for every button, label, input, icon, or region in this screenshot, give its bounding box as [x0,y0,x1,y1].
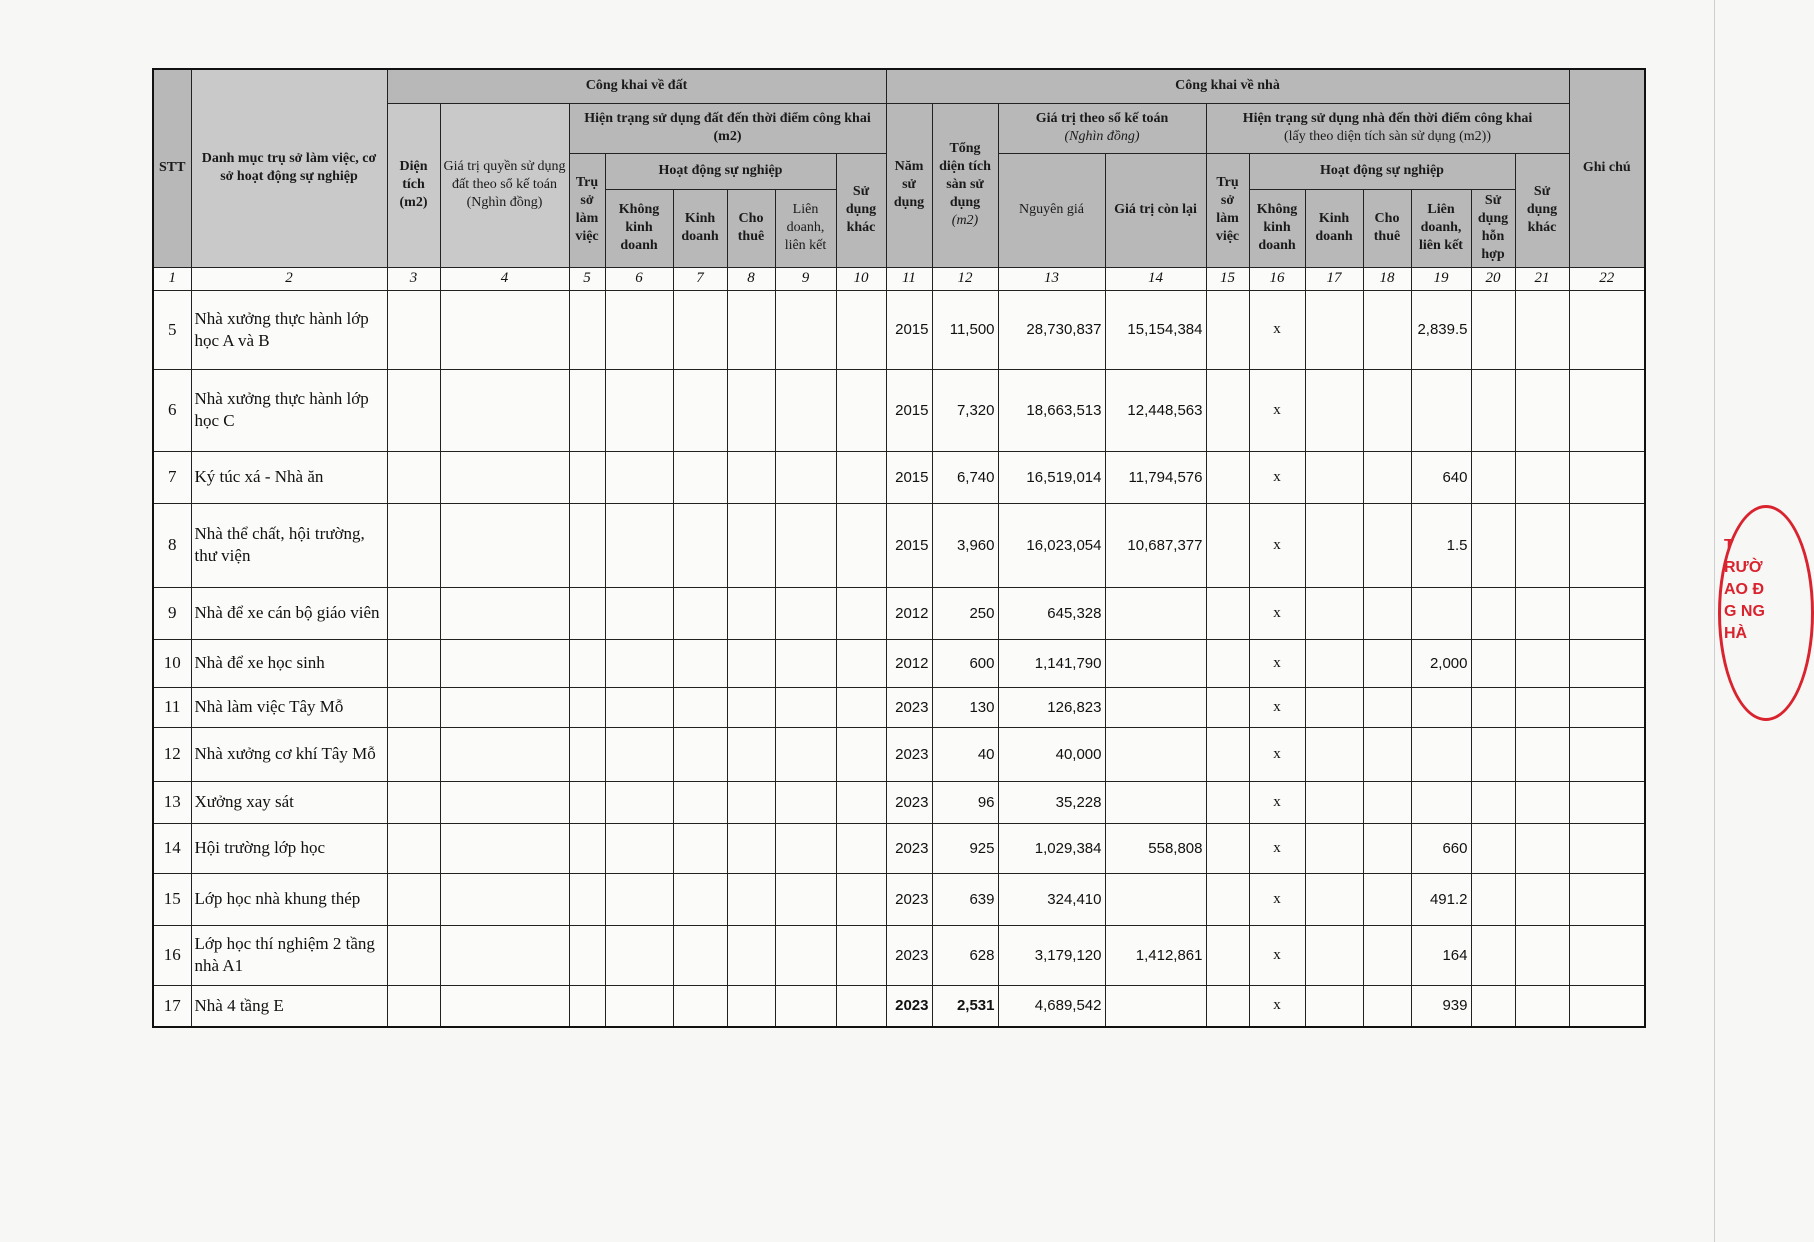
header-su-dung-khac: Sử dụng khác [836,153,886,267]
table-row [153,985,1645,1027]
row-area: 6,740 [932,451,998,503]
table-row [153,687,1645,727]
red-seal-stamp [1718,505,1778,715]
row-area: 2,531 [932,985,998,1027]
header-danh-muc: Danh mục trụ sở làm việc, cơ sở hoạt động sự nghiệp [191,69,387,267]
header-cong-khai-nha: Công khai về nhà [886,69,1569,103]
row-con-lai [1105,587,1206,639]
row-nguyen-gia: 1,141,790 [998,639,1105,687]
row-lien-doanh [1411,587,1471,639]
row-lien-doanh: 491.2 [1411,873,1471,925]
row-nguyen-gia: 28,730,837 [998,290,1105,369]
row-lien-doanh: 2,839.5 [1411,290,1471,369]
row-stt: 12 [153,727,191,781]
header-hien-trang-dat: Hiện trạng sử dụng đất đến thời điểm công khai (m2) [569,103,886,153]
header-lien-doanh: Liên doanh, liên kết [775,189,836,267]
row-name: Nhà xưởng thực hành lớp học C [191,369,387,451]
row-nguyen-gia: 645,328 [998,587,1105,639]
stamp-line: T [1724,537,1734,554]
row-area: 130 [932,687,998,727]
header-gia-tri-so-ke-toan [998,103,1206,153]
row-nguyen-gia: 18,663,513 [998,369,1105,451]
table-row [153,823,1645,873]
row-nguyen-gia: 3,179,120 [998,925,1105,985]
col-index: 8 [727,267,775,290]
col-index: 20 [1471,267,1515,290]
row-con-lai: 10,687,377 [1105,503,1206,587]
row-name: Ký túc xá - Nhà ăn [191,451,387,503]
table-row [153,639,1645,687]
header-gia-tri-so-ke-toan-label: Giá trị theo sổ kế toán [1035,111,1169,126]
col-index: 12 [932,267,998,290]
column-index-row [153,267,1645,290]
header-hoat-dong-nha: Hoạt động sự nghiệp [1249,153,1515,189]
row-year: 2023 [886,985,932,1027]
col-index: 19 [1411,267,1471,290]
stamp-line: HÀ [1724,625,1748,642]
header-gia-tri-con-lai: Giá trị còn lại [1105,153,1206,267]
row-area: 600 [932,639,998,687]
row-lien-doanh [1411,687,1471,727]
row-year: 2012 [886,587,932,639]
row-khong-kinh-doanh: x [1249,290,1305,369]
col-index: 9 [775,267,836,290]
row-area: 96 [932,781,998,823]
header-kinh-doanh-nha: Kinh doanh [1305,189,1363,267]
row-con-lai [1105,687,1206,727]
row-lien-doanh: 164 [1411,925,1471,985]
row-year: 2015 [886,451,932,503]
row-stt: 17 [153,985,191,1027]
col-index: 14 [1105,267,1206,290]
row-con-lai [1105,873,1206,925]
row-name: Nhà xưởng thực hành lớp học A và B [191,290,387,369]
row-con-lai: 12,448,563 [1105,369,1206,451]
row-khong-kinh-doanh: x [1249,781,1305,823]
header-cong-khai-dat: Công khai về đất [387,69,886,103]
stamp-line: G NG [1724,603,1765,620]
row-khong-kinh-doanh: x [1249,587,1305,639]
row-stt: 7 [153,451,191,503]
row-area: 250 [932,587,998,639]
row-con-lai: 1,412,861 [1105,925,1206,985]
table-row [153,290,1645,369]
header-khong-kinh-doanh: Không kinh doanh [605,189,673,267]
asset-disclosure-sheet [152,68,1646,1028]
row-con-lai [1105,781,1206,823]
header-nguyen-gia: Nguyên giá [998,153,1105,267]
row-khong-kinh-doanh: x [1249,823,1305,873]
header-hien-trang-nha-label: Hiện trạng sử dụng nhà đến thời điểm công khai [1242,111,1533,126]
row-nguyen-gia: 35,228 [998,781,1105,823]
table-row [153,727,1645,781]
row-lien-doanh: 939 [1411,985,1471,1027]
row-stt: 13 [153,781,191,823]
header-tru-so-nha: Trụ sở làm việc [1206,153,1249,267]
header-hien-trang-nha [1206,103,1569,153]
row-lien-doanh: 2,000 [1411,639,1471,687]
col-index: 6 [605,267,673,290]
row-nguyen-gia: 16,519,014 [998,451,1105,503]
col-index: 2 [191,267,387,290]
col-index: 17 [1305,267,1363,290]
row-name: Lớp học thí nghiệm 2 tầng nhà A1 [191,925,387,985]
row-stt: 16 [153,925,191,985]
row-stt: 5 [153,290,191,369]
header-ghi-chu: Ghi chú [1569,69,1645,267]
row-year: 2015 [886,369,932,451]
col-index: 15 [1206,267,1249,290]
row-con-lai: 11,794,576 [1105,451,1206,503]
row-name: Xưởng xay sát [191,781,387,823]
row-nguyen-gia: 4,689,542 [998,985,1105,1027]
header-gia-tri-so-ke-toan-unit: (Nghìn đồng) [1064,129,1140,144]
row-stt: 10 [153,639,191,687]
row-lien-doanh: 660 [1411,823,1471,873]
header-hien-trang-nha-note: (lấy theo diện tích sàn sử dụng (m2)) [1283,129,1492,144]
row-lien-doanh [1411,369,1471,451]
row-name: Nhà làm việc Tây Mỗ [191,687,387,727]
row-year: 2012 [886,639,932,687]
row-name: Nhà xưởng cơ khí Tây Mỗ [191,727,387,781]
row-nguyen-gia: 126,823 [998,687,1105,727]
row-khong-kinh-doanh: x [1249,925,1305,985]
table-row [153,587,1645,639]
col-index: 11 [886,267,932,290]
row-area: 40 [932,727,998,781]
row-name: Hội trường lớp học [191,823,387,873]
row-khong-kinh-doanh: x [1249,369,1305,451]
row-stt: 6 [153,369,191,451]
table-row [153,781,1645,823]
stamp-line: RƯỜ [1724,559,1763,576]
header-khong-kinh-doanh-nha: Không kinh doanh [1249,189,1305,267]
header-gia-tri-quyen-unit: (Nghìn đồng) [466,195,543,210]
page-edge-line [1714,0,1715,1242]
row-lien-doanh [1411,727,1471,781]
header-lien-doanh-nha: Liên doanh, liên kết [1411,189,1471,267]
row-area: 7,320 [932,369,998,451]
header-hoat-dong: Hoạt động sự nghiệp [605,153,836,189]
row-khong-kinh-doanh: x [1249,503,1305,587]
header-nam-su-dung: Năm sử dụng [886,103,932,267]
stamp-line: AO Đ [1724,581,1764,598]
row-year: 2023 [886,781,932,823]
table-row [153,451,1645,503]
row-name: Nhà để xe cán bộ giáo viên [191,587,387,639]
row-year: 2023 [886,823,932,873]
header-su-dung-khac-nha: Sử dụng khác [1515,153,1569,267]
row-stt: 8 [153,503,191,587]
row-con-lai: 558,808 [1105,823,1206,873]
row-con-lai [1105,727,1206,781]
row-con-lai [1105,985,1206,1027]
table-row [153,503,1645,587]
row-nguyen-gia: 16,023,054 [998,503,1105,587]
col-index: 13 [998,267,1105,290]
row-nguyen-gia: 324,410 [998,873,1105,925]
col-index: 18 [1363,267,1411,290]
header-cho-thue-nha: Cho thuê [1363,189,1411,267]
col-index: 7 [673,267,727,290]
col-index: 16 [1249,267,1305,290]
row-con-lai: 15,154,384 [1105,290,1206,369]
table-row [153,369,1645,451]
row-year: 2023 [886,727,932,781]
col-index: 21 [1515,267,1569,290]
header-su-dung-hon-hop: Sử dụng hỗn hợp [1471,189,1515,267]
row-stt: 14 [153,823,191,873]
row-nguyen-gia: 40,000 [998,727,1105,781]
row-stt: 11 [153,687,191,727]
col-index: 1 [153,267,191,290]
row-name: Nhà thể chất, hội trường, thư viện [191,503,387,587]
row-lien-doanh [1411,781,1471,823]
col-index: 22 [1569,267,1645,290]
row-area: 639 [932,873,998,925]
header-gia-tri-quyen-label: Giá trị quyền sử dụng đất theo sổ kế toán [443,159,566,192]
row-area: 3,960 [932,503,998,587]
row-khong-kinh-doanh: x [1249,985,1305,1027]
row-year: 2023 [886,873,932,925]
row-khong-kinh-doanh: x [1249,727,1305,781]
row-name: Nhà 4 tầng E [191,985,387,1027]
row-area: 628 [932,925,998,985]
row-name: Lớp học nhà khung thép [191,873,387,925]
header-tong-dien-tich-unit: (m2) [951,213,979,228]
header-tru-so: Trụ sở làm việc [569,153,605,267]
col-index: 5 [569,267,605,290]
header-cho-thue: Cho thuê [727,189,775,267]
header-tong-dien-tich-label: Tổng diện tích sàn sử dụng [939,141,991,210]
row-stt: 9 [153,587,191,639]
col-index: 10 [836,267,886,290]
table-row [153,873,1645,925]
header-gia-tri-quyen [440,103,569,267]
header-stt: STT [153,69,191,267]
asset-disclosure-table [152,68,1646,1028]
header-kinh-doanh: Kinh doanh [673,189,727,267]
row-year: 2015 [886,503,932,587]
row-year: 2023 [886,925,932,985]
row-con-lai [1105,639,1206,687]
header-tong-dien-tich [932,103,998,267]
row-nguyen-gia: 1,029,384 [998,823,1105,873]
row-year: 2023 [886,687,932,727]
row-name: Nhà để xe học sinh [191,639,387,687]
row-khong-kinh-doanh: x [1249,639,1305,687]
header-dien-tich: Diện tích (m2) [387,103,440,267]
table-row [153,925,1645,985]
row-area: 11,500 [932,290,998,369]
row-khong-kinh-doanh: x [1249,451,1305,503]
row-year: 2015 [886,290,932,369]
row-lien-doanh: 1.5 [1411,503,1471,587]
row-khong-kinh-doanh: x [1249,687,1305,727]
row-area: 925 [932,823,998,873]
stamp-text [1724,535,1765,645]
row-khong-kinh-doanh: x [1249,873,1305,925]
row-lien-doanh: 640 [1411,451,1471,503]
col-index: 3 [387,267,440,290]
row-stt: 15 [153,873,191,925]
col-index: 4 [440,267,569,290]
